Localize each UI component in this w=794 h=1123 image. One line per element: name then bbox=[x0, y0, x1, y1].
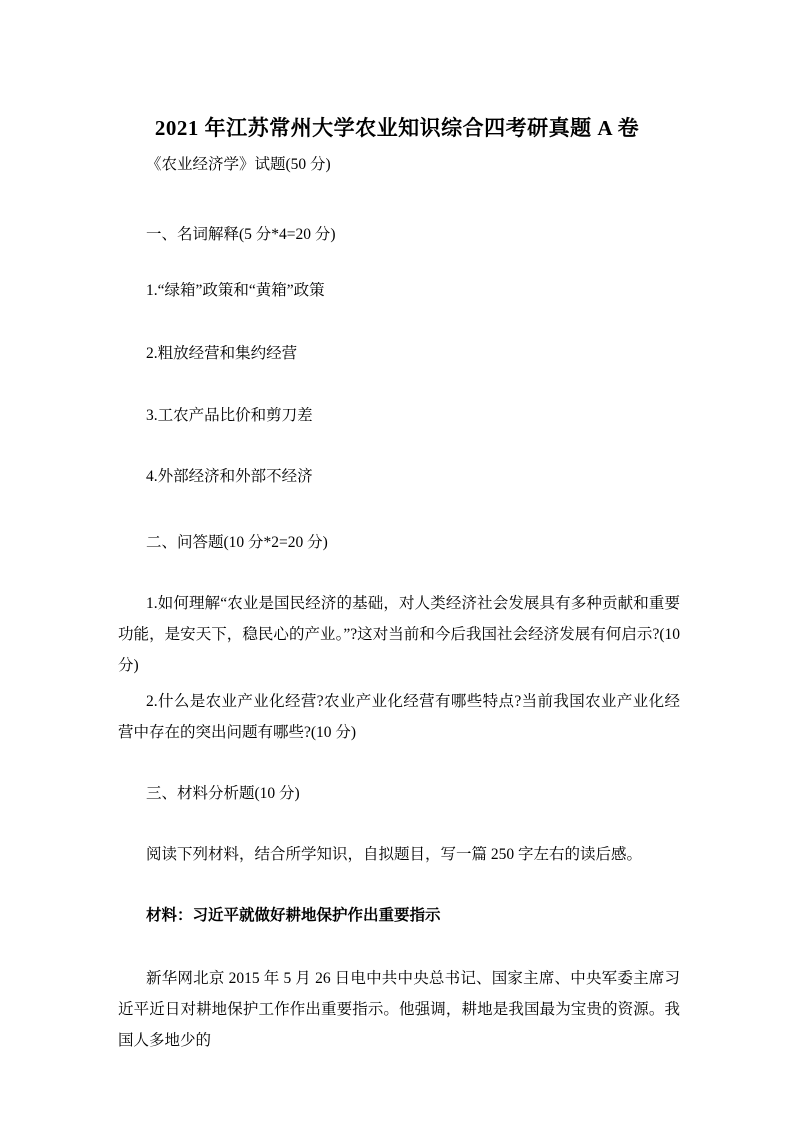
section-one-heading: 一、名词解释(5 分*4=20 分) bbox=[146, 225, 336, 243]
section-two-question-1: 1.如何理解“农业是国民经济的基础，对人类经济社会发展具有多种贡献和重要功能，是安天下，稳民心的产业。”?这对当前和今后我国社会经济发展有何启示?(10 分) bbox=[118, 594, 680, 674]
material-body-paragraph: 新华网北京 2015 年 5 月 26 日电中共中央总书记、国家主席、中央军委主席习近平近日对耕地保护工作作出重要指示。他强调，耕地是我国最为宝贵的资源。我国人多地少的 bbox=[118, 969, 680, 1049]
section-one-item-1: 1.“绿箱”政策和“黄箱”政策 bbox=[146, 281, 325, 299]
material-instruction: 阅读下列材料，结合所学知识，自拟题目，写一篇 250 字左右的读后感。 bbox=[146, 845, 643, 863]
subject-line: 《农业经济学》试题(50 分) bbox=[146, 155, 331, 173]
page-title: 2021 年江苏常州大学农业知识综合四考研真题 A 卷 bbox=[154, 116, 640, 141]
section-one-item-2: 2.粗放经营和集约经营 bbox=[146, 344, 298, 362]
section-three-heading: 三、材料分析题(10 分) bbox=[146, 784, 300, 802]
section-two-heading: 二、问答题(10 分*2=20 分) bbox=[146, 533, 328, 551]
section-one-item-4: 4.外部经济和外部不经济 bbox=[146, 467, 313, 485]
material-heading: 材料：习近平就做好耕地保护作出重要指示 bbox=[146, 906, 441, 924]
section-one-item-3: 3.工农产品比价和剪刀差 bbox=[146, 406, 313, 424]
section-two-question-2: 2.什么是农业产业化经营?农业产业化经营有哪些特点?当前我国农业产业化经营中存在的突出问题有哪些?(10 分) bbox=[118, 692, 680, 741]
